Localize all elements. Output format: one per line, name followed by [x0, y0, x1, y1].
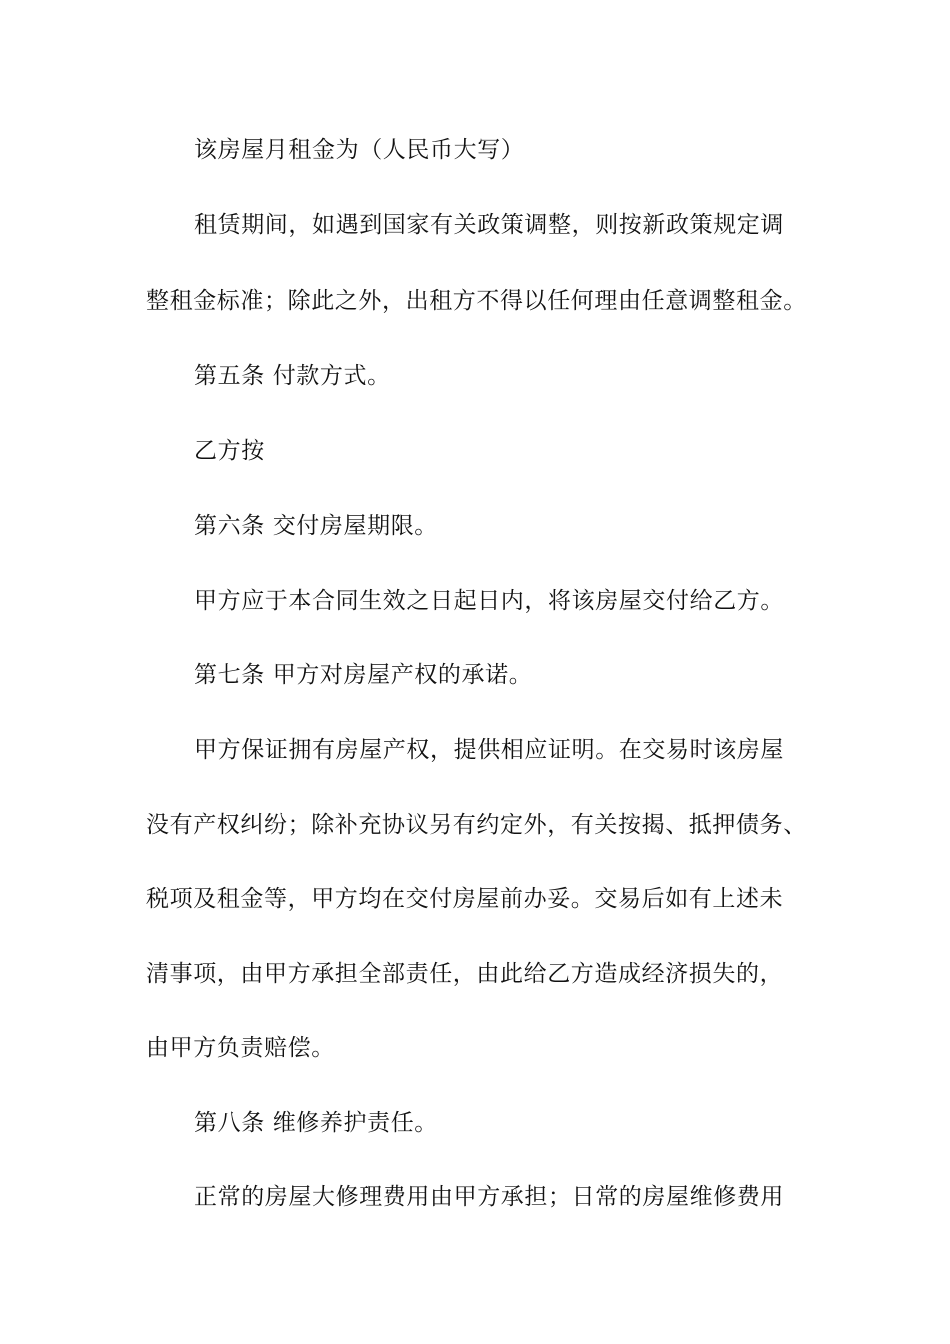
paragraph-delivery: 甲方应于本合同生效之日起日内，将该房屋交付给乙方。	[194, 588, 784, 614]
paragraph-ownership-start: 甲方保证拥有房屋产权，提供相应证明。在交易时该房屋	[194, 737, 784, 763]
paragraph-ownership-cont-1: 没有产权纠纷；除补充协议另有约定外，有关按揭、抵押债务、	[146, 812, 807, 838]
article-8-heading: 第八条 维修养护责任。	[194, 1110, 438, 1136]
paragraph-rent-amount: 该房屋月租金为（人民币大写）	[194, 137, 525, 163]
paragraph-rent-adjustment-cont: 整租金标准；除此之外，出租方不得以任何理由任意调整租金。	[146, 288, 807, 314]
paragraph-maintenance: 正常的房屋大修理费用由甲方承担；日常的房屋维修费用	[194, 1184, 784, 1210]
paragraph-rent-adjustment-start: 租赁期间，如遇到国家有关政策调整，则按新政策规定调	[194, 212, 784, 238]
article-5-heading: 第五条 付款方式。	[194, 363, 391, 389]
article-7-heading: 第七条 甲方对房屋产权的承诺。	[194, 662, 533, 688]
article-6-heading: 第六条 交付房屋期限。	[194, 513, 438, 539]
paragraph-ownership-cont-2: 税项及租金等，甲方均在交付房屋前办妥。交易后如有上述未	[146, 886, 784, 912]
paragraph-ownership-cont-4: 由甲方负责赔偿。	[146, 1035, 335, 1061]
paragraph-ownership-cont-3: 清事项，由甲方承担全部责任，由此给乙方造成经济损失的，	[146, 961, 784, 987]
paragraph-payment: 乙方按	[194, 438, 265, 464]
